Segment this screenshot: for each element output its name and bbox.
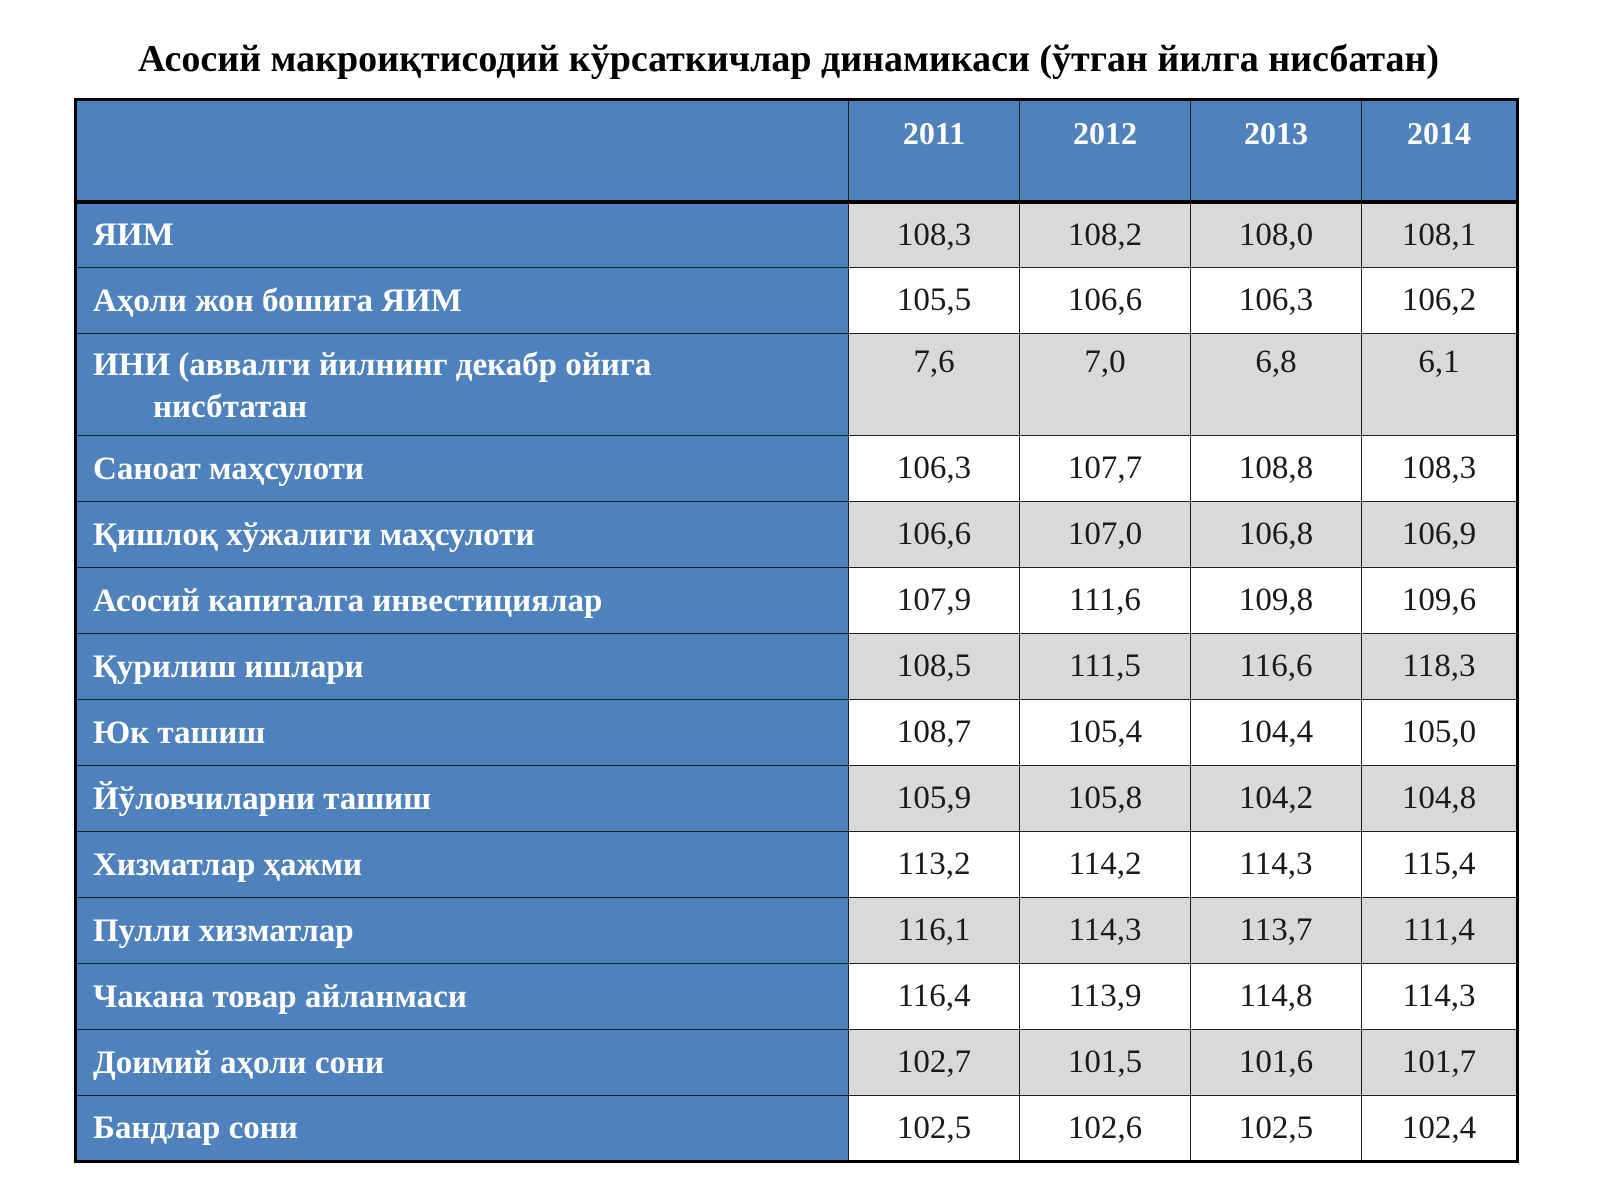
indicators-table bbox=[74, 98, 1519, 1163]
row-label bbox=[76, 436, 849, 502]
value-cell-2013: 108,0 bbox=[1191, 202, 1362, 268]
row-label-text: Йўловчиларни ташиш bbox=[93, 780, 432, 817]
value-cell-2013: 101,6 bbox=[1191, 1030, 1362, 1096]
header-year-2014: 2014 bbox=[1362, 100, 1518, 202]
row-label bbox=[76, 268, 849, 334]
value-cell-2013: 106,8 bbox=[1191, 502, 1362, 568]
header-row bbox=[76, 100, 1518, 202]
value-cell-2011: 105,5 bbox=[849, 268, 1020, 334]
row-label-text: Пулли хизматлар bbox=[93, 912, 354, 949]
header-corner-cell bbox=[76, 100, 849, 202]
page-title: Асосий макроиқтисодий кўрсаткичлар динамикаси (ўтган йилга нисбатан) bbox=[138, 38, 1440, 80]
value-cell-2011: 107,9 bbox=[849, 568, 1020, 634]
value-cell-2012: 107,7 bbox=[1020, 436, 1191, 502]
row-label-text: Қурилиш ишлари bbox=[93, 648, 364, 685]
row-label-text: Хизматлар ҳажми bbox=[93, 846, 362, 883]
value-cell-2014: 6,1 bbox=[1362, 334, 1518, 436]
value-cell-2014: 105,0 bbox=[1362, 700, 1518, 766]
value-cell-2012: 111,5 bbox=[1020, 634, 1191, 700]
value-cell-2012: 111,6 bbox=[1020, 568, 1191, 634]
row-label-text: Доимий аҳоли сони bbox=[93, 1044, 384, 1081]
value-cell-2011: 116,4 bbox=[849, 964, 1020, 1030]
row-label bbox=[76, 502, 849, 568]
value-cell-2013: 116,6 bbox=[1191, 634, 1362, 700]
value-cell-2013: 108,8 bbox=[1191, 436, 1362, 502]
value-cell-2011: 108,5 bbox=[849, 634, 1020, 700]
value-cell-2013: 104,4 bbox=[1191, 700, 1362, 766]
value-cell-2012: 108,2 bbox=[1020, 202, 1191, 268]
value-cell-2011: 108,3 bbox=[849, 202, 1020, 268]
table-row bbox=[76, 832, 1518, 898]
value-cell-2013: 6,8 bbox=[1191, 334, 1362, 436]
value-cell-2011: 106,3 bbox=[849, 436, 1020, 502]
value-cell-2013: 114,3 bbox=[1191, 832, 1362, 898]
table-row bbox=[76, 964, 1518, 1030]
row-label-text: ЯИМ bbox=[93, 217, 174, 254]
value-cell-2014: 102,4 bbox=[1362, 1096, 1518, 1162]
value-cell-2011: 7,6 bbox=[849, 334, 1020, 436]
value-cell-2011: 102,7 bbox=[849, 1030, 1020, 1096]
row-label bbox=[76, 202, 849, 268]
header-year-2012: 2012 bbox=[1020, 100, 1191, 202]
value-cell-2012: 101,5 bbox=[1020, 1030, 1191, 1096]
row-label-text: Қишлоқ хўжалиги маҳсулоти bbox=[93, 516, 535, 553]
row-label bbox=[76, 634, 849, 700]
value-cell-2013: 104,2 bbox=[1191, 766, 1362, 832]
table-row bbox=[76, 334, 1518, 436]
value-cell-2014: 108,3 bbox=[1362, 436, 1518, 502]
value-cell-2014: 106,9 bbox=[1362, 502, 1518, 568]
row-label bbox=[76, 964, 849, 1030]
row-label bbox=[76, 1030, 849, 1096]
value-cell-2014: 114,3 bbox=[1362, 964, 1518, 1030]
table-row bbox=[76, 568, 1518, 634]
table-row bbox=[76, 634, 1518, 700]
value-cell-2013: 114,8 bbox=[1191, 964, 1362, 1030]
row-label bbox=[76, 832, 849, 898]
value-cell-2011: 102,5 bbox=[849, 1096, 1020, 1162]
table-row bbox=[76, 1096, 1518, 1162]
row-label-text-line2: нисбтатан bbox=[153, 389, 307, 425]
value-cell-2012: 105,4 bbox=[1020, 700, 1191, 766]
value-cell-2014: 118,3 bbox=[1362, 634, 1518, 700]
value-cell-2014: 115,4 bbox=[1362, 832, 1518, 898]
header-year-2013: 2013 bbox=[1191, 100, 1362, 202]
value-cell-2013: 102,5 bbox=[1191, 1096, 1362, 1162]
value-cell-2011: 106,6 bbox=[849, 502, 1020, 568]
value-cell-2014: 111,4 bbox=[1362, 898, 1518, 964]
value-cell-2014: 101,7 bbox=[1362, 1030, 1518, 1096]
value-cell-2011: 108,7 bbox=[849, 700, 1020, 766]
row-label bbox=[76, 1096, 849, 1162]
row-label-text: ИНИ (аввалги йилнинг декабр ойига bbox=[93, 347, 652, 383]
value-cell-2013: 113,7 bbox=[1191, 898, 1362, 964]
row-label-text: Чакана товар айланмаси bbox=[93, 978, 467, 1015]
value-cell-2014: 106,2 bbox=[1362, 268, 1518, 334]
value-cell-2012: 114,3 bbox=[1020, 898, 1191, 964]
row-label-text: Юк ташиш bbox=[93, 714, 266, 751]
value-cell-2014: 104,8 bbox=[1362, 766, 1518, 832]
table-row bbox=[76, 502, 1518, 568]
row-label bbox=[76, 700, 849, 766]
value-cell-2012: 107,0 bbox=[1020, 502, 1191, 568]
value-cell-2011: 105,9 bbox=[849, 766, 1020, 832]
row-label-text: Асосий капиталга инвестициялар bbox=[93, 582, 603, 619]
value-cell-2012: 106,6 bbox=[1020, 268, 1191, 334]
row-label-text: Аҳоли жон бошига ЯИМ bbox=[93, 282, 462, 319]
value-cell-2012: 7,0 bbox=[1020, 334, 1191, 436]
table-row bbox=[76, 268, 1518, 334]
table-row bbox=[76, 700, 1518, 766]
value-cell-2011: 116,1 bbox=[849, 898, 1020, 964]
value-cell-2014: 109,6 bbox=[1362, 568, 1518, 634]
table-row bbox=[76, 436, 1518, 502]
value-cell-2012: 105,8 bbox=[1020, 766, 1191, 832]
row-label bbox=[76, 568, 849, 634]
table-row bbox=[76, 766, 1518, 832]
table-body bbox=[76, 202, 1518, 1162]
row-label-text: Саноат маҳсулоти bbox=[93, 450, 364, 487]
table-row bbox=[76, 202, 1518, 268]
table-row bbox=[76, 898, 1518, 964]
value-cell-2013: 106,3 bbox=[1191, 268, 1362, 334]
row-label bbox=[76, 334, 849, 436]
header-year-2011: 2011 bbox=[849, 100, 1020, 202]
value-cell-2013: 109,8 bbox=[1191, 568, 1362, 634]
row-label-text: Бандлар сони bbox=[93, 1110, 298, 1146]
row-label bbox=[76, 766, 849, 832]
row-label bbox=[76, 898, 849, 964]
table-row bbox=[76, 1030, 1518, 1096]
value-cell-2014: 108,1 bbox=[1362, 202, 1518, 268]
value-cell-2012: 102,6 bbox=[1020, 1096, 1191, 1162]
value-cell-2012: 113,9 bbox=[1020, 964, 1191, 1030]
value-cell-2012: 114,2 bbox=[1020, 832, 1191, 898]
value-cell-2011: 113,2 bbox=[849, 832, 1020, 898]
